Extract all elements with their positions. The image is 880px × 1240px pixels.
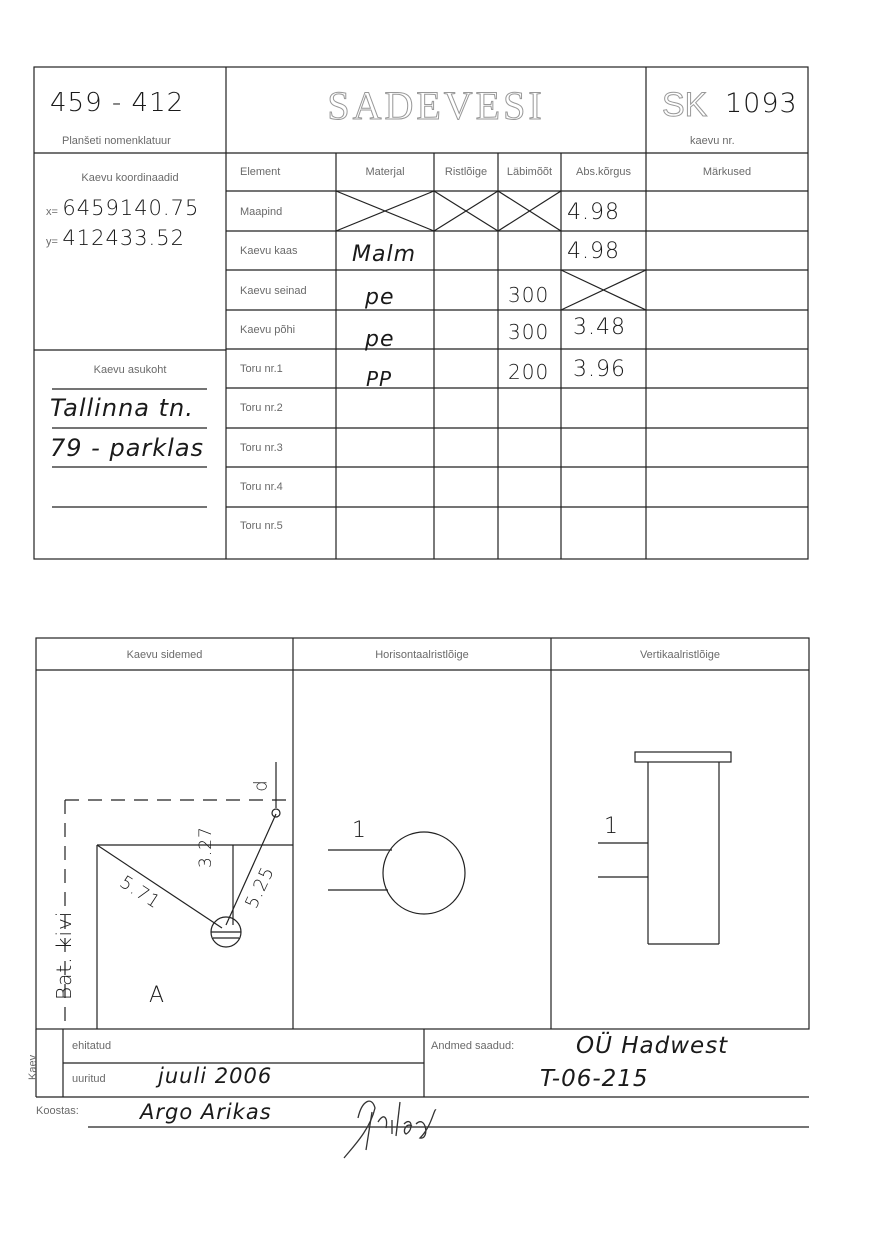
coordinate-y-value: 412433.52 (62, 226, 185, 250)
col-header-remarks: Märkused (702, 166, 752, 178)
table-cell-material: PP (366, 367, 393, 391)
col-header-height: Abs.kõrgus (575, 166, 632, 178)
wall-material-label: Bat. kivi (52, 910, 76, 1000)
col-header-material: Materjal (365, 166, 405, 178)
coordinate-x (46, 196, 199, 220)
table-cell-diameter: 300 (508, 320, 550, 344)
table-cell-diameter: 200 (508, 360, 550, 384)
well-number-label: kaevu nr. (690, 135, 735, 147)
table-cell-height: 3.96 (573, 357, 626, 382)
author-value: Argo Arikas (140, 1100, 272, 1124)
row-label: Kaevu kaas (240, 245, 298, 257)
col-label-connections: Kaevu sidemed (126, 649, 203, 661)
well-number: 1093 (725, 88, 798, 119)
col-header-diameter: Läbimõõt (506, 166, 553, 178)
col-label-vertical-section: Vertikaalristlõige (639, 649, 721, 661)
page-title: SADEVESI (327, 83, 545, 128)
col-header-section: Ristlõige (444, 166, 488, 178)
table-cell-material: pe (365, 285, 395, 310)
coordinate-x-value: 6459140.75 (62, 196, 200, 220)
row-label: Toru nr.1 (240, 363, 283, 375)
table-cell-material: Malm (352, 242, 417, 267)
col-label-horizontal-section: Horisontaalristlõige (375, 649, 469, 661)
sk-prefix: SK (662, 86, 708, 124)
location-line-1: Tallinna tn. (50, 394, 194, 422)
plan-nomenclature-label: Planšeti nomenklatuur (62, 135, 171, 147)
horizontal-section-sketch (328, 832, 465, 914)
col-header-element: Element (240, 166, 281, 178)
data-source-value-1: OÜ Hadwest (576, 1033, 729, 1059)
dimension-525: 5.25 (241, 863, 279, 912)
table-cell-height: 4.98 (567, 200, 620, 225)
location-line-2: 79 - parklas (50, 434, 205, 462)
built-label: ehitatud (72, 1040, 112, 1052)
vertical-section-sketch (598, 752, 731, 944)
signature (344, 1101, 436, 1158)
row-label: Toru nr.2 (240, 402, 283, 414)
coordinate-y (46, 226, 185, 250)
coordinates-label: Kaevu koordinaadid (81, 172, 179, 184)
pipe-label-horizontal: 1 (352, 818, 367, 843)
kaev-label: Kaev (27, 1054, 39, 1080)
coordinate-y-prefix: y= (46, 236, 58, 248)
corner-label: A (149, 983, 166, 1008)
data-source-label: Andmed saadud: (431, 1040, 515, 1052)
row-label: Kaevu seinad (240, 285, 307, 297)
row-label: Toru nr.5 (240, 520, 283, 532)
table-cell-diameter: 300 (508, 283, 550, 307)
data-source-value-2: T-06-215 (540, 1066, 649, 1092)
plan-nomenclature-value: 459 - 412 (50, 88, 185, 118)
row-label: Maapind (240, 206, 283, 218)
table-cell-height: 3.48 (573, 315, 626, 340)
row-label: Kaevu põhi (240, 324, 296, 336)
coordinate-x-prefix: x= (46, 206, 58, 218)
surveyed-label: uuritud (72, 1073, 106, 1085)
row-label: Toru nr.4 (240, 481, 283, 493)
pipe-label-vertical: 1 (604, 814, 619, 839)
row-label: Toru nr.3 (240, 442, 283, 454)
surveyed-value: juuli 2006 (158, 1064, 273, 1088)
point-d-label: d (250, 779, 272, 792)
table-cell-material: pe (365, 327, 395, 352)
dimension-571: 5.71 (115, 871, 165, 914)
author-label: Koostas: (36, 1105, 79, 1117)
table-cell-height: 4.98 (567, 239, 620, 264)
dimension-327: 3.27 (196, 826, 216, 868)
location-label: Kaevu asukoht (93, 364, 167, 376)
